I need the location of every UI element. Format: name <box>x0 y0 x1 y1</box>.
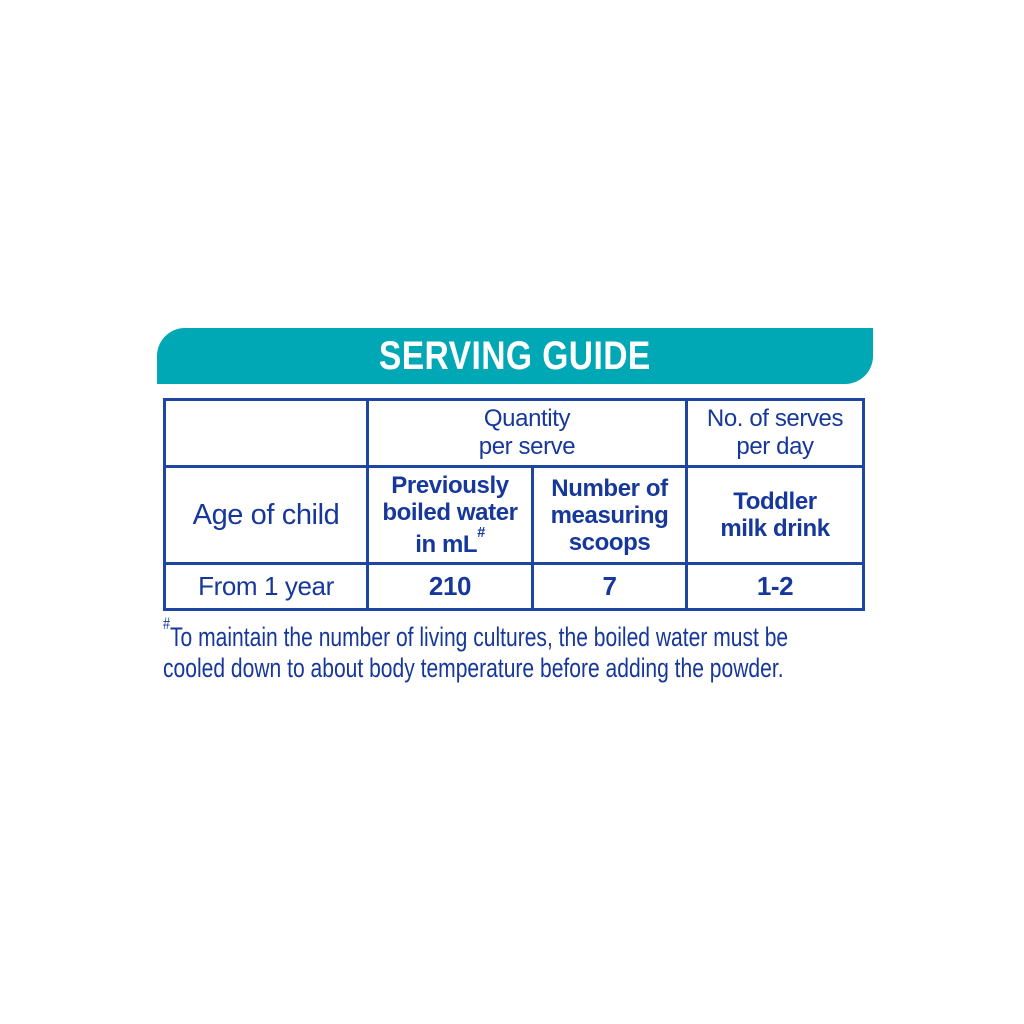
group-header-row <box>165 400 864 467</box>
boiled-water-line2: boiled water <box>382 499 518 526</box>
serves-label-line2: per day <box>736 433 814 460</box>
page-title: SERVING GUIDE <box>379 333 651 378</box>
serves-group-header <box>687 400 864 467</box>
boiled-water-header <box>368 467 533 564</box>
serves-label-line1: No. of serves <box>706 405 844 432</box>
toddler-milk-header <box>687 467 864 564</box>
boiled-water-line3 <box>371 526 529 558</box>
footnote-marker: # <box>163 614 171 633</box>
scoops-line3: scoops <box>568 528 651 556</box>
scoops-value-cell: 7 <box>533 564 687 610</box>
quantity-label-line2: per serve <box>478 433 576 460</box>
age-of-child-header: Age of child <box>165 467 368 564</box>
footnote-line1 <box>163 614 789 653</box>
age-value-cell: From 1 year <box>165 564 368 610</box>
footnote <box>163 616 903 684</box>
toddler-line1: Toddler <box>733 488 817 515</box>
serving-guide-banner <box>157 328 873 384</box>
in-ml-text: in mL <box>415 531 478 558</box>
footnote-marker-superscript: # <box>477 524 485 541</box>
footnote-line2: cooled down to about body temperature before adding the powder. <box>163 653 784 683</box>
footnote-line1-text: To maintain the number of living cultures, the boiled water must be <box>170 622 789 652</box>
boiled-water-line1: Previously <box>391 472 509 499</box>
scoops-line1: Number of <box>551 474 668 502</box>
measuring-scoops-header <box>533 467 687 564</box>
quantity-group-header <box>368 400 687 467</box>
toddler-line2: milk drink <box>720 515 830 542</box>
serving-guide-table <box>163 398 865 611</box>
table-row <box>165 564 864 610</box>
column-header-row <box>165 467 864 564</box>
serves-per-day-value-cell: 1-2 <box>687 564 864 610</box>
quantity-label-line1: Quantity <box>483 405 571 432</box>
empty-header-cell <box>165 400 368 467</box>
water-ml-value-cell: 210 <box>368 564 533 610</box>
scoops-line2: measuring <box>550 501 669 529</box>
